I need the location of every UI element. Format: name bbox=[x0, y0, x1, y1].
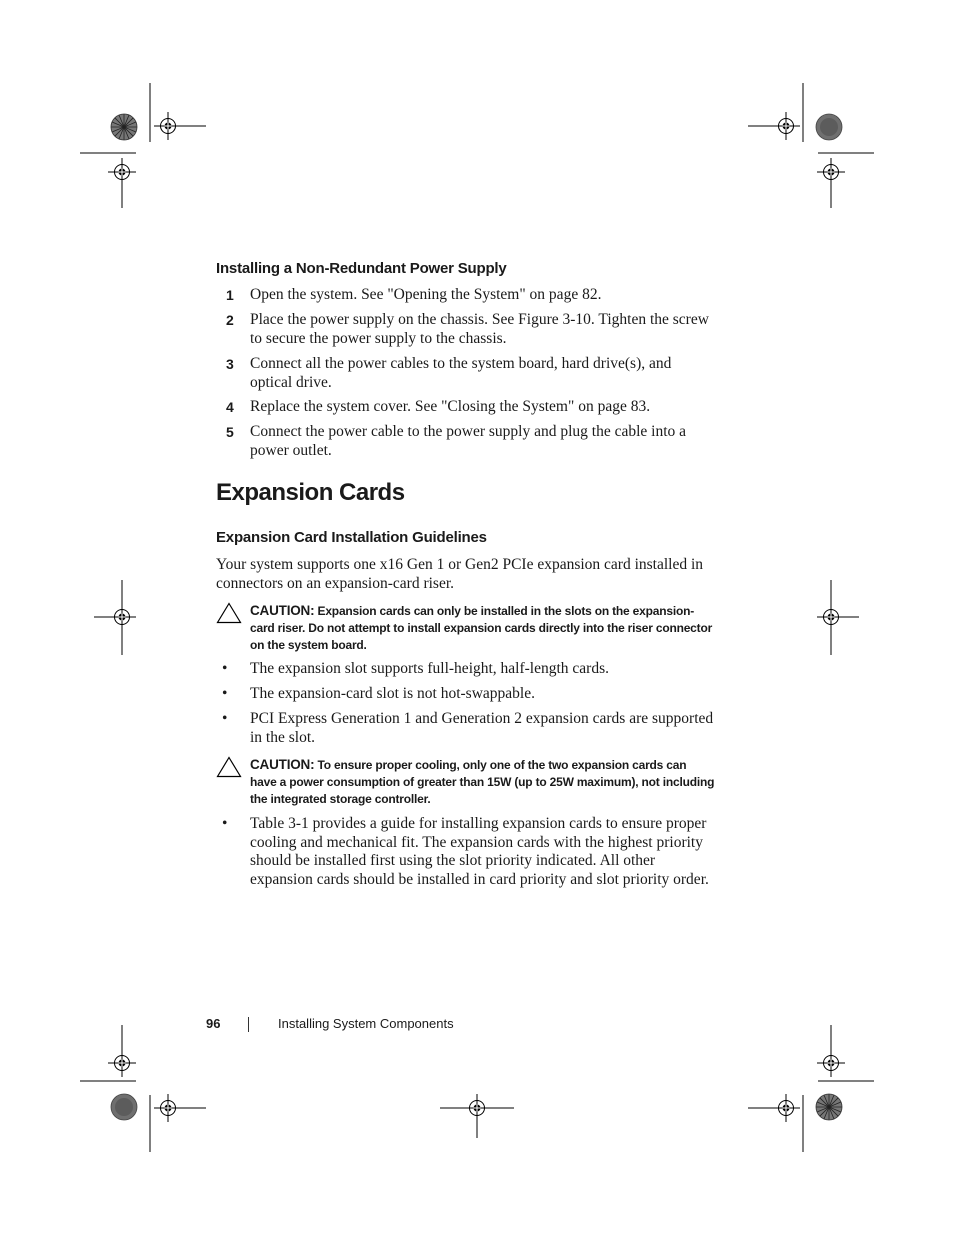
caution-text bbox=[250, 602, 716, 654]
bullet-text: Table 3-1 provides a guide for installing expansion cards to ensure proper cooling and mechanical fit. The expansion cards with the highest priority should be installed first using the slot priority indicated. All other expansion cards should be installed in card priority and slot priority order. bbox=[250, 815, 709, 888]
color-target-icon bbox=[111, 1094, 137, 1120]
registration-mark-icon bbox=[154, 1094, 182, 1122]
registration-mark-icon bbox=[463, 1094, 491, 1122]
step-text: Place the power supply on the chassis. See Figure 3-10. Tighten the screw to secure the power supply to the chassis. bbox=[250, 311, 709, 347]
caution-label: CAUTION: bbox=[250, 603, 315, 618]
registration-mark-icon bbox=[108, 158, 136, 186]
step-number: 4 bbox=[226, 399, 234, 415]
step-text: Open the system. See "Opening the System" on page 82. bbox=[250, 286, 602, 303]
caution-label: CAUTION: bbox=[250, 757, 315, 772]
caution-triangle-icon bbox=[216, 756, 242, 778]
section-heading: Expansion Card Installation Guidelines bbox=[216, 529, 487, 546]
step-text: Connect all the power cables to the system board, hard drive(s), and optical drive. bbox=[250, 355, 672, 391]
step-number: 2 bbox=[226, 312, 234, 328]
page-number: 96 bbox=[206, 1016, 221, 1031]
intro-paragraph: Your system supports one x16 Gen 1 or Gen2 PCIe expansion card installed in connectors on an expansion-card riser. bbox=[216, 556, 704, 592]
caution-body: To ensure proper cooling, only one of the two expansion cards can have a power consumption of greater than 15W (up to 25W maximum), not including the integrated storage controller. bbox=[250, 758, 715, 806]
color-target-icon bbox=[816, 114, 842, 140]
footer-divider bbox=[248, 1017, 249, 1032]
section-heading: Installing a Non-Redundant Power Supply bbox=[216, 260, 507, 277]
step-number: 1 bbox=[226, 287, 234, 303]
registration-mark-icon bbox=[817, 158, 845, 186]
caution-text bbox=[250, 756, 716, 808]
bullet-glyph: • bbox=[222, 815, 228, 832]
caution-body: Expansion cards can only be installed in the slots on the expansion-card riser. Do not attempt to install expansion cards directly into the riser connector on the system board. bbox=[250, 604, 713, 652]
bullet-glyph: • bbox=[222, 710, 228, 727]
registration-mark-icon bbox=[817, 1049, 845, 1077]
bullet-text: The expansion-card slot is not hot-swappable. bbox=[250, 685, 535, 702]
color-target-icon bbox=[111, 114, 137, 140]
caution-triangle-icon bbox=[216, 602, 242, 624]
bullet-text: The expansion slot supports full-height, half-length cards. bbox=[250, 660, 610, 677]
page-title: Expansion Cards bbox=[216, 479, 405, 506]
registration-mark-icon bbox=[772, 112, 800, 140]
footer-section-title: Installing System Components bbox=[278, 1016, 454, 1031]
registration-mark-icon bbox=[154, 112, 182, 140]
color-target-icon bbox=[816, 1094, 842, 1120]
registration-mark-icon bbox=[772, 1094, 800, 1122]
step-number: 5 bbox=[226, 424, 234, 440]
bullet-glyph: • bbox=[222, 660, 228, 677]
bullet-text: PCI Express Generation 1 and Generation 2 expansion cards are supported in the slot. bbox=[250, 710, 714, 746]
registration-mark-icon bbox=[108, 1049, 136, 1077]
step-number: 3 bbox=[226, 356, 234, 372]
bullet-glyph: • bbox=[222, 685, 228, 702]
registration-mark-icon bbox=[108, 603, 136, 631]
registration-mark-icon bbox=[817, 603, 845, 631]
step-text: Replace the system cover. See "Closing the System" on page 83. bbox=[250, 398, 651, 415]
step-text: Connect the power cable to the power supply and plug the cable into a power outlet. bbox=[250, 423, 687, 459]
